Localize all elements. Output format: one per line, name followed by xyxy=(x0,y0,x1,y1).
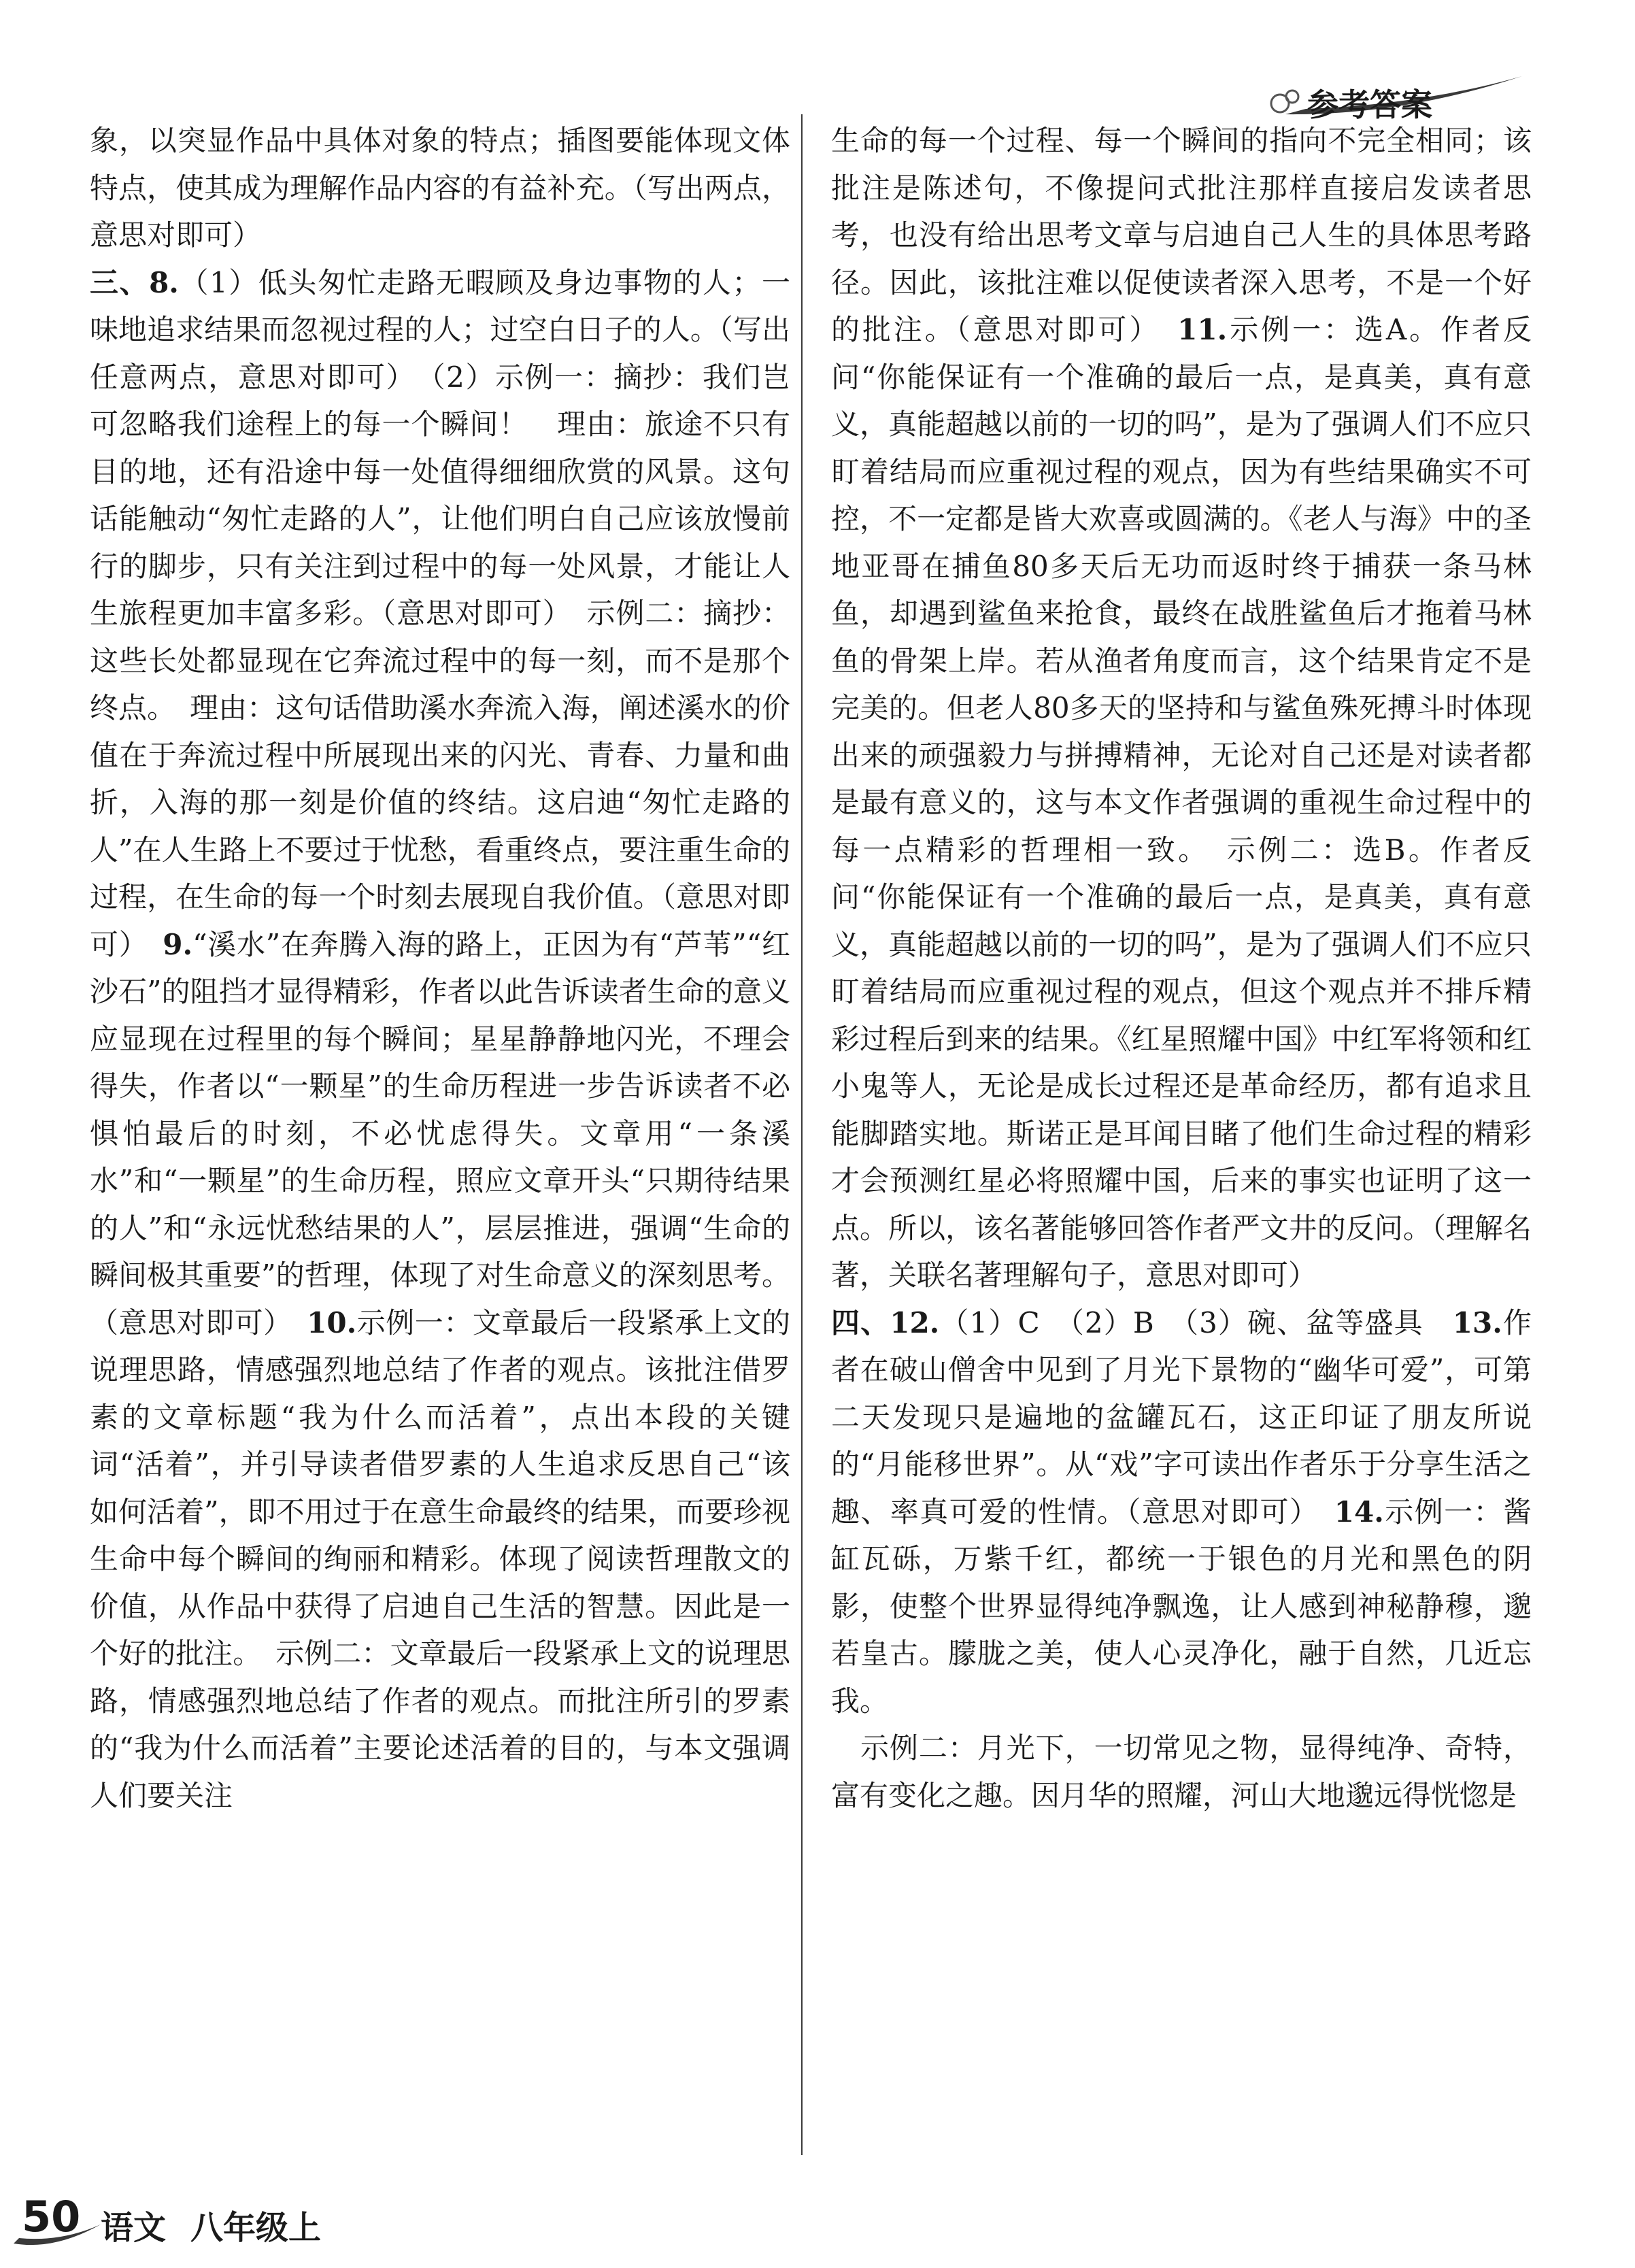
answer-key-header-tag xyxy=(1265,73,1523,121)
question-9-answer: “溪水”在奔腾入海的路上，正因为有“芦苇”“红沙石”的阻挡才显得精彩，作者以此告诉读者生命的意义应显现在过程里的每个瞬间；星星静静地闪光，不理会得失，作者以“一颗星”的生命历程进一步告诉读者不必惧怕最后的时刻，不必忧虑得失。文章用“一条溪水”和“一颗星”的生命历程，照应文章开头“只期待结果的人”和“永远忧愁结果的人”，层层推进，强调“生命的瞬间极其重要”的哲理，体现了对生命意义的深刻思考。（意思对即可） xyxy=(90,927,790,1339)
section-4-question-12-number: 四、12. xyxy=(831,1305,940,1339)
section-3-question-8-number: 三、8. xyxy=(90,265,179,299)
grade-label: 八年级上 xyxy=(190,2209,322,2247)
question-11-number: 11. xyxy=(1177,313,1228,346)
question-8-answer: （1）低头匆忙走路无暇顾及身边事物的人；一味地追求结果而忽视过程的人；过空白日子的人。（写出任意两点，意思对即可） （2）示例一：摘抄：我们岂可忽略我们途程上的每一个瞬间！ 理由：旅途不只有目的地，还有沿途中每一处值得细细欣赏的风景。这句话能触动“匆忙走路的人”，让他们明白自己应该放慢前行的脚步，只有关注到过程中的每一处风景，才能让人生旅程更加丰富多彩。（意思对即可） 示例二：摘抄：这些长处都显现在它奔流过程中的每一刻，而不是那个终点。 理由：这句话借助溪水奔流入海，阐述溪水的价值在于奔流过程中所展现出来的闪光、青春、力量和曲折，入海的那一刻是价值的终结。这启迪“匆忙走路的人”在人生路上不要过于忧愁，看重终点，要注重生命的过程，在生命的每一个时刻去展现自我价值。（意思对即可） xyxy=(90,265,790,961)
question-10-number: 10. xyxy=(307,1305,357,1339)
question-12-answer: （1）C （2）B （3）碗、盆等盛具 xyxy=(939,1305,1453,1339)
question-10-answer: 示例一：文章最后一段紧承上文的说理思路，情感强烈地总结了作者的观点。该批注借罗素的文章标题“我为什么而活着”，点出本段的关键词“活着”，并引导读者借罗素的人生追求反思自己“该如何活着”，即不用过于在意生命最终的结果，而要珍视生命中每个瞬间的绚丽和精彩。体现了阅读哲理散文的价值，从作品中获得了启迪自己生活的智慧。因此是一个好的批注。 示例二：文章最后一段紧承上文的说理思路，情感强烈地总结了作者的观点。而批注所引的罗素的“我为什么而活着”主要论述活着的目的，与本文强调人们要关注 xyxy=(90,1305,790,1812)
header-label: 参考答案 xyxy=(1307,86,1432,123)
question-13-answer: 作者在破山僧舍中见到了月光下景物的“幽华可爱”，可第二天发现只是遍地的盆罐瓦石，这正印证了朋友所说的“月能移世界”。从“戏”字可读出作者乐于分享生活之趣、率真可爱的性情。（意思对即可） xyxy=(831,1305,1532,1529)
question-14-answer-example-1: 示例一：酱缸瓦砾，万紫千红，都统一于银色的月光和黑色的阴影，使整个世界显得纯净飘逸，让人感到神秘静穆，邈若皇古。朦胧之美，使人心灵净化，融于自然，几近忘我。 xyxy=(831,1495,1532,1718)
right-column xyxy=(831,117,1532,1819)
left-column xyxy=(90,117,790,1819)
question-14-number: 14. xyxy=(1334,1495,1384,1529)
question-14-answer-example-2: 示例二：月光下，一切常见之物，显得纯净、奇特，富有变化之趣。因月华的照耀，河山大地邈远得恍惚是 xyxy=(831,1731,1532,1812)
question-10-answer-continued: 生命的每一个过程、每一个瞬间的指向不完全相同；该批注是陈述句，不像提问式批注那样直接启发读者思考，也没有给出思考文章与启迪自己人生的具体思考路径。因此，该批注难以促使读者深入思考，不是一个好的批注。（意思对即可） xyxy=(831,124,1532,346)
question-11-answer: 示例一：选A。作者反问“你能保证有一个准确的最后一点，是真美，真有意义，真能超越以前的一切的吗”，是为了强调人们不应只盯着结局而应重视过程的观点，因为有些结果确实不可控，不一定都是皆大欢喜或圆满的。《老人与海》中的圣地亚哥在捕鱼80多天后无功而返时终于捕获一条马林鱼，却遇到鲨鱼来抢食，最终在战胜鲨鱼后才拖着马林鱼的骨架上岸。若从渔者角度而言，这个结果肯定不是完美的。但老人80多天的坚持和与鲨鱼殊死搏斗时体现出来的顽强毅力与拼搏精神，无论对自己还是对读者都是最有意义的，这与本文作者强调的重视生命过程中的每一点精彩的哲理相一致。 示例二：选B。作者反问“你能保证有一个准确的最后一点，是真美，真有意义，真能超越以前的一切的吗”，是为了强调人们不应只盯着结局而应重视过程的观点，但这个观点并不排斥精彩过程后到来的结果。《红星照耀中国》中红军将领和红小鬼等人，无论是成长过程还是革命经历，都有追求且能脚踏实地。斯诺正是耳闻目睹了他们生命过程的精彩才会预测红星必将照耀中国，后来的事实也证明了这一点。所以，该名著能够回答作者严文井的反问。（理解名著，关联名著理解句子，意思对即可） xyxy=(831,313,1532,1292)
page-number: 50 xyxy=(22,2192,81,2241)
question-9-number: 9. xyxy=(163,927,193,961)
column-divider xyxy=(801,114,803,2155)
page-footer xyxy=(14,2189,422,2250)
question-13-number: 13. xyxy=(1452,1305,1502,1339)
subject-label: 语文 xyxy=(101,2209,167,2247)
paragraph-continuation: 象，以突显作品中具体对象的特点；插图要能体现文体特点，使其成为理解作品内容的有益补充。（写出两点，意思对即可） xyxy=(90,124,790,252)
